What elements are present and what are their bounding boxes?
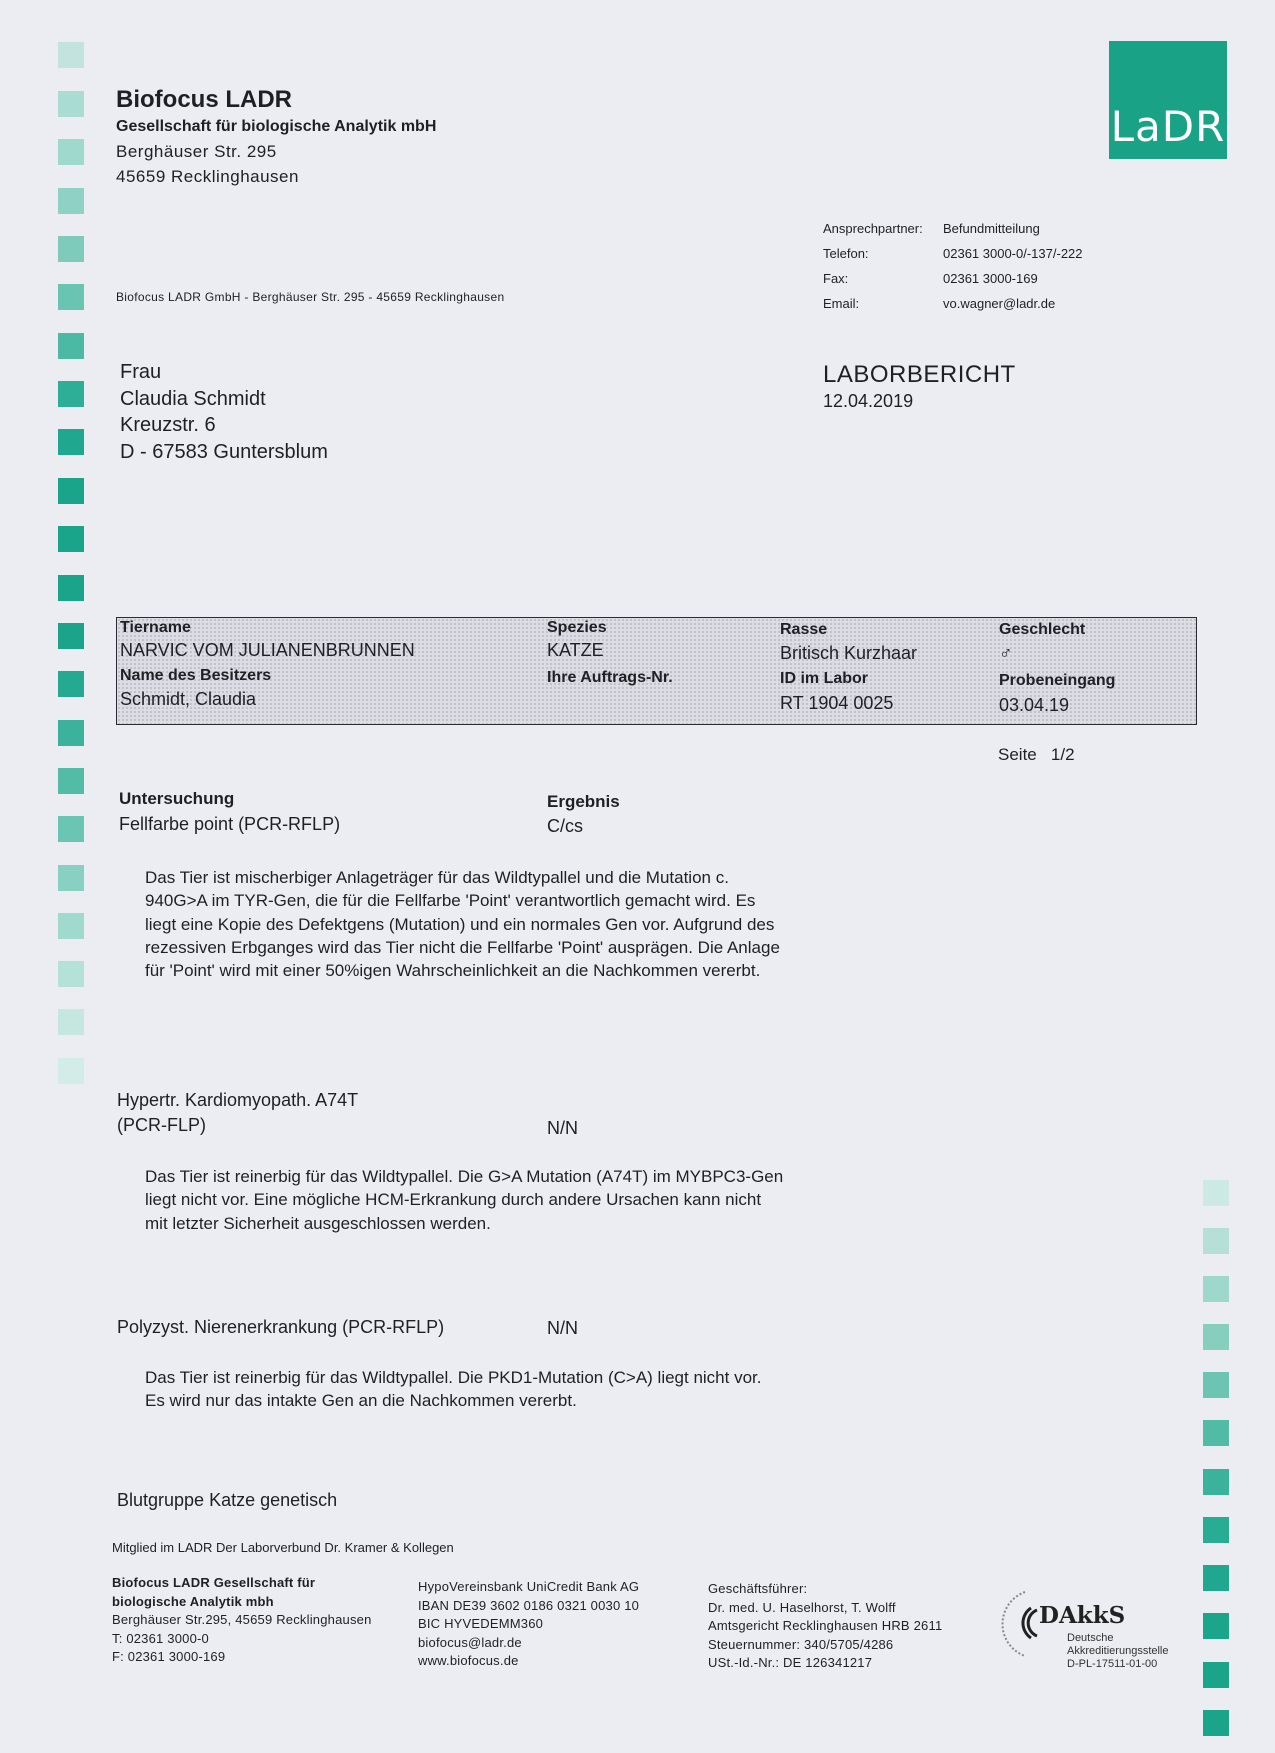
- decorative-square: [58, 381, 84, 407]
- decorative-square: [58, 333, 84, 359]
- test-result: N/N: [547, 1118, 578, 1138]
- decorative-square: [58, 139, 84, 165]
- footer-tax-no: Steuernummer: 340/5705/4286: [708, 1636, 894, 1652]
- decorative-square: [1203, 1324, 1229, 1350]
- decorative-square: [58, 865, 84, 891]
- decorative-square: [58, 913, 84, 939]
- breed-value: Britisch Kurzhaar: [780, 643, 918, 663]
- ladr-logo: [1109, 41, 1227, 159]
- intake-label: Probeneingang: [999, 672, 1116, 689]
- dakks-line: D-PL-17511-01-00: [1067, 1658, 1158, 1670]
- contact-block: [823, 216, 1083, 316]
- decorative-square: [1203, 1565, 1229, 1591]
- footer-mgmt-names: Dr. med. U. Haselhorst, T. Wolff: [708, 1599, 896, 1615]
- footer-court: Amtsgericht Recklinghausen HRB 2611: [708, 1618, 943, 1633]
- decorative-square: [58, 236, 84, 262]
- recipient-name: Claudia Schmidt: [120, 387, 266, 410]
- contact-email-label: Email:: [823, 296, 860, 311]
- footer-iban: IBAN DE39 3602 0186 0321 0030 10: [418, 1597, 640, 1613]
- order-label: Ihre Auftrags-Nr.: [547, 669, 673, 686]
- sex-value: ♂: [999, 643, 1013, 663]
- decorative-square: [58, 623, 84, 649]
- sender-subtitle: Gesellschaft für biologische Analytik mbH: [116, 118, 437, 135]
- decorative-square: [58, 816, 84, 842]
- contact-fax-label: Fax:: [823, 271, 849, 286]
- footer-bank: [418, 1578, 639, 1671]
- return-address: Biofocus LADR GmbH - Berghäuser Str. 295 - 45659 Recklinghausen: [116, 290, 505, 304]
- animal-name-value: NARVIC VOM JULIANENBRUNNEN: [120, 640, 415, 660]
- test-name: Blutgruppe Katze genetisch: [117, 1490, 338, 1510]
- decorative-square: [58, 1009, 84, 1035]
- test-name: Fellfarbe point (PCR-RFLP): [119, 814, 341, 834]
- dakks-title: DAkkS: [1039, 1602, 1126, 1629]
- decorative-square: [1203, 1420, 1229, 1446]
- report-title: LABORBERICHT: [823, 361, 1016, 388]
- footer-company-address: Berghäuser Str.295, 45659 Recklinghausen: [112, 1612, 372, 1627]
- dakks-logo: [995, 1580, 1195, 1670]
- decorative-square: [58, 42, 84, 68]
- footer-company-line: Biofocus LADR Gesellschaft für: [112, 1575, 316, 1590]
- decorative-square: [58, 961, 84, 987]
- recipient-address: [120, 359, 328, 465]
- footer-mgmt-label: Geschäftsführer:: [708, 1581, 808, 1596]
- dakks-line: Akkreditierungsstelle: [1067, 1645, 1169, 1657]
- decorative-square: [1203, 1372, 1229, 1398]
- footer-bic: BIC HYVEDEMM360: [418, 1616, 544, 1631]
- decorative-square: [1203, 1276, 1229, 1302]
- exam-header: Untersuchung: [119, 789, 235, 808]
- decorative-square: [1203, 1228, 1229, 1254]
- contact-fax-value: 02361 3000-169: [943, 271, 1038, 286]
- lab-id-value: RT 1904 0025: [780, 693, 894, 713]
- breed-label: Rasse: [780, 621, 828, 638]
- footer-web: www.biofocus.de: [418, 1653, 519, 1668]
- decorative-square: [1203, 1613, 1229, 1639]
- page-value: 1/2: [1050, 745, 1075, 764]
- species-value: KATZE: [547, 640, 604, 660]
- footer-email: biofocus@ladr.de: [418, 1634, 522, 1650]
- result-header: Ergebnis: [547, 792, 620, 811]
- footer-company-line: biologische Analytik mbh: [112, 1593, 274, 1609]
- decorative-square: [58, 575, 84, 601]
- page-label: Seite: [998, 745, 1037, 764]
- decorative-square: [58, 1058, 84, 1084]
- test-interpretation: Das Tier ist reinerbig für das Wildtypallel. Die PKD1-Mutation (C>A) liegt nicht vor. Es wird nur das intakte Gen an die Nachkommen vererbt.: [145, 1368, 762, 1411]
- footer-vat-id: USt.-Id.-Nr.: DE 126341217: [708, 1655, 873, 1670]
- animal-name-label: Tiername: [120, 619, 191, 636]
- decorative-square: [1203, 1662, 1229, 1688]
- decorative-square: [1203, 1517, 1229, 1543]
- contact-phone-label: Telefon:: [823, 246, 869, 261]
- footer-bank-name: HypoVereinsbank UniCredit Bank AG: [418, 1579, 640, 1594]
- decorative-square: [58, 284, 84, 310]
- decorative-square: [58, 671, 84, 697]
- sex-label: Geschlecht: [999, 621, 1086, 638]
- decorative-square: [1203, 1180, 1229, 1206]
- decorative-square: [58, 429, 84, 455]
- species-label: Spezies: [547, 619, 607, 636]
- test-result: N/N: [547, 1318, 578, 1338]
- footer-company: [112, 1574, 372, 1667]
- page-number: [998, 745, 1075, 765]
- footer-company-fax: F: 02361 3000-169: [112, 1649, 226, 1664]
- sender-city: 45659 Recklinghausen: [116, 167, 299, 186]
- dakks-line: Deutsche: [1067, 1632, 1114, 1644]
- owner-value: Schmidt, Claudia: [120, 689, 257, 709]
- test-name-line: (PCR-FLP): [117, 1115, 206, 1135]
- decorative-square: [58, 478, 84, 504]
- footer-management: [708, 1580, 942, 1673]
- decorative-square: [58, 720, 84, 746]
- animal-info-box: [116, 617, 1197, 725]
- member-note: Mitglied im LADR Der Laborverbund Dr. Kramer & Kollegen: [112, 1540, 454, 1555]
- test-name-line: Hypertr. Kardiomyopath. A74T: [117, 1090, 359, 1110]
- decorative-square: [1203, 1469, 1229, 1495]
- footer-company-phone: T: 02361 3000-0: [112, 1630, 209, 1646]
- owner-label: Name des Besitzers: [120, 667, 272, 684]
- sender-street: Berghäuser Str. 295: [116, 142, 277, 161]
- decorative-square: [58, 526, 84, 552]
- test-interpretation: Das Tier ist mischerbiger Anlageträger für das Wildtypallel und die Mutation c. 940G>A im TYR-Gen, die für die Fellfarbe 'Point' verantwortlich gemacht wird. Es liegt eine Kopie des Defektgens (Mutation) und ein normales Gen vor. Aufgrund des rezessiven Erbganges wird das Tier nicht die Fellfarbe 'Point' ausprägen. Die Anlage für 'Point' wird mit einer 50%igen Wahrscheinlichkeit an die Nachkommen vererbt.: [145, 868, 780, 981]
- decorative-square: [58, 91, 84, 117]
- test-interpretation: Das Tier ist reinerbig für das Wildtypallel. Die G>A Mutation (A74T) im MYBPC3-Gen liegt nicht vor. Eine mögliche HCM-Erkrankung durch andere Ursachen kann nicht mit letzter Sicherheit ausgeschlossen werden.: [145, 1167, 784, 1233]
- sender-name: Biofocus LADR: [116, 86, 292, 113]
- recipient-salutation: Frau: [120, 361, 162, 383]
- contact-partner-value: Befundmitteilung: [943, 221, 1040, 236]
- decorative-square: [58, 188, 84, 214]
- test-name: Polyzyst. Nierenerkrankung (PCR-RFLP): [117, 1317, 445, 1337]
- report-date: 12.04.2019: [823, 391, 914, 411]
- recipient-street: Kreuzstr. 6: [120, 414, 216, 436]
- test-result: C/cs: [547, 816, 583, 836]
- contact-partner-label: Ansprechpartner:: [823, 221, 923, 236]
- contact-phone-value: 02361 3000-0/-137/-222: [943, 246, 1083, 261]
- ladr-logo-text: LaDR: [1110, 102, 1226, 151]
- recipient-city: D - 67583 Guntersblum: [120, 440, 328, 463]
- contact-email-value: vo.wagner@ladr.de: [943, 296, 1056, 311]
- lab-id-label: ID im Labor: [780, 670, 869, 687]
- decorative-square: [58, 768, 84, 794]
- test-name: [117, 1088, 358, 1138]
- intake-value: 03.04.19: [999, 695, 1070, 715]
- decorative-square: [1203, 1710, 1229, 1736]
- dakks-subtitle: [1067, 1632, 1169, 1671]
